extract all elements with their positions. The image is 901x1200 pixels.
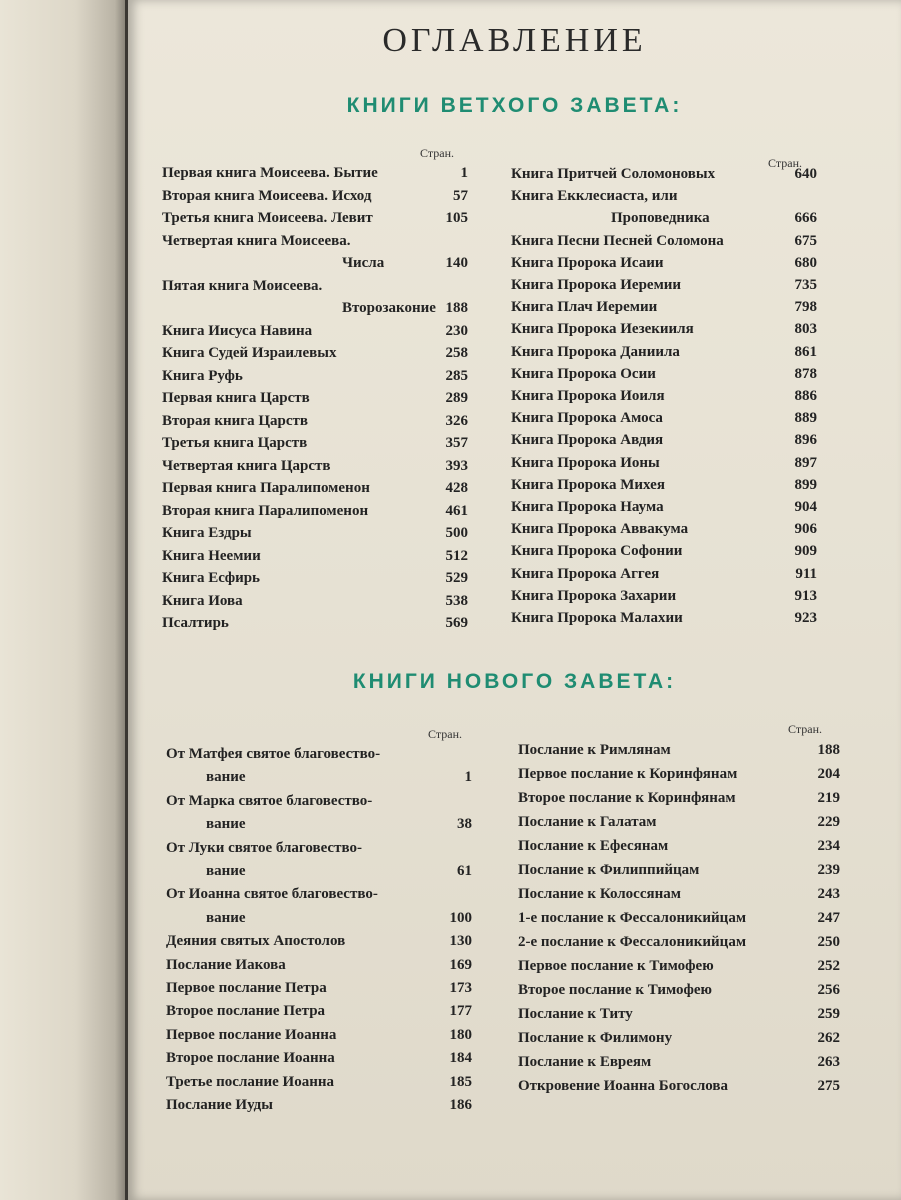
toc-entry-page: 909	[794, 543, 817, 560]
toc-entry	[162, 188, 468, 205]
toc-entry-page: 897	[794, 454, 817, 471]
toc-entry-title: От Марка святое благовество-	[166, 792, 373, 809]
ot-left-page-label: Стран.	[420, 146, 454, 160]
toc-entry-page: 326	[445, 412, 468, 429]
toc-entry	[518, 1078, 840, 1095]
toc-entry	[162, 390, 468, 407]
toc-entry	[518, 1054, 840, 1071]
toc-entry-title: Книга Руфь	[162, 367, 243, 384]
toc-entry-title: Книга Пророка Даниила	[511, 343, 680, 360]
toc-entry-page: 906	[794, 521, 817, 538]
toc-entry	[166, 980, 472, 997]
nt-left-page-label: Стран.	[428, 727, 462, 741]
toc-entry-title: Книга Пророка Авдия	[511, 432, 664, 449]
toc-entry	[511, 610, 817, 627]
toc-entry-page: 239	[817, 862, 840, 878]
toc-entry	[518, 934, 840, 951]
toc-entry-page: 61	[457, 863, 472, 879]
toc-entry-title: Деяния святых Апостолов	[166, 933, 346, 950]
toc-entry	[511, 233, 817, 250]
toc-entry	[511, 521, 817, 538]
toc-entry-title: Вторая книга Паралипоменон	[162, 502, 369, 519]
toc-entry-page: 185	[449, 1073, 472, 1090]
toc-entry-title: Книга Пророка Софонии	[511, 543, 683, 560]
toc-entry-page: 130	[449, 933, 472, 950]
toc-entry-title: Пятая книга Моисеева.	[162, 277, 323, 294]
toc-entry-title: Первое послание Иоанна	[166, 1026, 337, 1043]
toc-entry-page: 275	[817, 1078, 840, 1094]
toc-entry-page: 57	[453, 187, 468, 204]
toc-entry	[511, 588, 817, 605]
toc-entry-page: 169	[449, 956, 472, 973]
toc-entry-page: 500	[445, 525, 468, 541]
toc-entry-title: Книга Есфирь	[162, 570, 260, 586]
toc-entry	[518, 814, 840, 831]
toc-entry	[162, 345, 468, 362]
toc-entry	[166, 933, 472, 950]
toc-entry	[162, 503, 468, 520]
toc-entry-title: Вторая книга Моисеева. Исход	[162, 187, 372, 204]
toc-entry-page: 186	[449, 1097, 472, 1113]
toc-entry-title: Книга Пророка Аввакума	[511, 521, 689, 538]
toc-entry-title: 2-е послание к Фессалоникийцам	[518, 934, 747, 950]
toc-entry-title: Книга Плач Иеремии	[511, 299, 658, 316]
toc-entry-title: Послание Иакова	[166, 956, 286, 973]
toc-entry-title: Книга Пророка Иезекииля	[511, 321, 694, 338]
toc-entry-page: 1	[464, 769, 472, 786]
toc-entry-page: 899	[794, 476, 817, 493]
toc-entry-title: Второе послание Иоанна	[166, 1050, 335, 1067]
toc-entry-title: Послание к Галатам	[518, 814, 657, 830]
toc-entry	[511, 499, 817, 516]
toc-entry	[162, 480, 468, 497]
toc-entry-page: 38	[457, 816, 472, 833]
toc-entry-title: Книга Судей Израилевых	[162, 345, 337, 361]
toc-entry-page: 285	[445, 367, 468, 384]
toc-entry-title: Второе послание к Коринфянам	[518, 790, 736, 806]
toc-entry-page: 184	[449, 1050, 472, 1067]
toc-entry-title: Послание к Ефесянам	[518, 838, 669, 854]
toc-entry-title: Книга Пророка Захарии	[511, 587, 677, 604]
toc-entry-title: От Иоанна святое благовество-	[166, 886, 378, 903]
toc-entry-page: 100	[449, 909, 472, 926]
toc-entry	[166, 816, 472, 833]
toc-entry-page: 1	[460, 165, 468, 181]
toc-entry-title: От Луки святое благовество-	[166, 839, 362, 856]
toc-entry-page: 861	[794, 343, 817, 360]
toc-entry	[518, 910, 840, 927]
toc-entry-page: 569	[445, 615, 468, 631]
toc-entry	[166, 957, 472, 974]
toc-entry-title: Вторая книга Царств	[162, 412, 309, 429]
toc-entry-page: 247	[817, 910, 840, 926]
toc-entry-page: 896	[794, 432, 817, 449]
toc-entry	[162, 210, 468, 227]
book-page	[128, 0, 901, 1200]
toc-entry-page: 911	[795, 565, 817, 582]
toc-entry-title: Третья книга Царств	[162, 435, 308, 451]
toc-entry	[518, 766, 840, 783]
toc-entry-page: 140	[445, 255, 468, 271]
toc-entry-title: Книга Пророка Ионы	[511, 454, 660, 471]
toc-entry-title: Послание к Титу	[518, 1006, 633, 1022]
toc-entry-continuation: вание	[206, 909, 246, 926]
toc-entry	[518, 1006, 840, 1023]
toc-entry	[511, 455, 817, 472]
toc-entry	[511, 277, 817, 294]
toc-entry-title: Книга Неемии	[162, 547, 261, 564]
toc-entry-title: Четвертая книга Царств	[162, 457, 331, 474]
toc-entry-page: 177	[449, 1003, 472, 1020]
toc-entry-continuation: Проповедника	[611, 210, 710, 227]
toc-entry-page: 252	[817, 958, 840, 974]
toc-entry-title: Третья книга Моисеева. Левит	[162, 210, 373, 226]
toc-entry	[511, 543, 817, 560]
toc-entry	[162, 413, 468, 430]
toc-entry	[162, 165, 468, 182]
toc-entry-page: 461	[445, 502, 468, 519]
toc-entry-title: Второе послание к Тимофею	[518, 982, 713, 998]
toc-entry-title: Книга Пророка Исаии	[511, 254, 664, 271]
toc-entry	[511, 410, 817, 427]
toc-entry	[162, 593, 468, 610]
toc-entry	[162, 548, 468, 565]
toc-entry-title: Книга Пророка Аггея	[511, 565, 660, 582]
toc-entry-page: 204	[817, 766, 840, 782]
toc-entry-title: Послание Иуды	[166, 1097, 273, 1113]
toc-entry-title: 1-е послание к Фессалоникийцам	[518, 910, 747, 926]
ot-heading: КНИГИ ВЕТХОГО ЗАВЕТА:	[346, 94, 683, 117]
toc-entry	[166, 910, 472, 927]
toc-entry-page: 886	[794, 388, 817, 404]
toc-entry-continuation: Второзаконие	[342, 300, 436, 316]
toc-entry-page: 640	[794, 166, 817, 182]
toc-entry-page: 258	[445, 345, 468, 361]
nt-right-page-label: Стран.	[788, 722, 822, 736]
book-binding-edge	[0, 0, 125, 1200]
toc-entry-title: Четвертая книга Моисеева.	[162, 232, 351, 249]
toc-entry-page: 904	[794, 499, 817, 515]
toc-entry-page: 428	[445, 480, 468, 496]
toc-entry	[511, 366, 817, 383]
toc-entry	[511, 566, 817, 583]
toc-entry	[162, 615, 468, 632]
toc-entry-title: Книга Пророка Малахии	[511, 610, 683, 626]
toc-entry	[518, 790, 840, 807]
toc-entry-page: 735	[794, 277, 817, 293]
toc-entry-title: Послание к Евреям	[518, 1054, 652, 1070]
page-title: ОГЛАВЛЕНИЕ	[382, 22, 647, 59]
toc-entry-page: 263	[817, 1054, 840, 1070]
toc-entry	[511, 321, 817, 338]
toc-entry-title: Третье послание Иоанна	[166, 1073, 335, 1090]
toc-entry-page: 923	[794, 610, 817, 626]
toc-entry-page: 262	[817, 1030, 840, 1046]
toc-entry-page: 105	[445, 210, 468, 226]
toc-entry	[166, 1027, 472, 1044]
toc-entry-title: Первое послание к Коринфянам	[518, 766, 738, 782]
toc-entry-title: Первая книга Моисеева. Бытие	[162, 165, 378, 181]
toc-entry-page: 243	[817, 886, 840, 902]
toc-entry-title: Книга Иисуса Навина	[162, 322, 313, 339]
toc-entry	[162, 368, 468, 385]
toc-entry	[518, 958, 840, 975]
toc-entry	[511, 210, 817, 227]
toc-entry	[518, 982, 840, 999]
toc-entry	[518, 862, 840, 879]
toc-entry	[162, 300, 468, 317]
toc-entry-title: Книга Пророка Амоса	[511, 410, 663, 427]
toc-entry-page: 188	[445, 300, 468, 316]
toc-entry-title: Книга Песни Песней Соломона	[511, 232, 724, 249]
toc-entry-page: 289	[445, 390, 468, 406]
toc-entry-page: 798	[794, 299, 817, 316]
toc-entry-title: Книга Иова	[162, 592, 243, 609]
toc-entry-page: 878	[794, 365, 817, 382]
toc-entry	[166, 1097, 472, 1114]
toc-entry-page: 234	[817, 838, 840, 854]
toc-entry	[511, 477, 817, 494]
toc-entry-page: 188	[817, 742, 840, 758]
toc-entry-page: 803	[794, 321, 817, 338]
toc-entry-page: 173	[449, 980, 472, 996]
toc-entry-page: 219	[817, 790, 840, 806]
toc-entry-page: 259	[817, 1006, 840, 1022]
ot-right-page-label: Стран.	[768, 156, 802, 170]
toc-entry-page: 889	[794, 410, 817, 427]
toc-entry-title: Псалтирь	[162, 615, 229, 631]
toc-entry-title: Послание к Филимону	[518, 1030, 673, 1046]
toc-entry	[518, 886, 840, 903]
toc-entry-page: 230	[445, 322, 468, 339]
toc-entry	[518, 742, 840, 759]
toc-entry-title: Книга Притчей Соломоновых	[511, 166, 716, 182]
toc-entry-title: Первая книга Паралипоменон	[162, 480, 370, 496]
toc-entry	[162, 435, 468, 452]
toc-entry	[166, 863, 472, 880]
toc-entry	[511, 388, 817, 405]
toc-entry-title: Книга Екклесиаста, или	[511, 188, 678, 205]
toc-entry-page: 512	[445, 547, 468, 564]
toc-entry	[162, 525, 468, 542]
toc-entry-continuation: вание	[206, 769, 246, 786]
toc-entry-title: Книга Пророка Наума	[511, 499, 664, 515]
toc-entry	[518, 1030, 840, 1047]
toc-entry	[511, 344, 817, 361]
toc-entry-page: 675	[794, 232, 817, 249]
toc-entry-page: 393	[445, 457, 468, 474]
toc-entry-title: Первое послание Петра	[166, 980, 327, 996]
toc-entry-page: 229	[817, 814, 840, 830]
toc-entry-page: 180	[449, 1026, 472, 1043]
toc-entry	[166, 769, 472, 786]
toc-entry	[162, 323, 468, 340]
toc-entry	[511, 166, 817, 183]
toc-entry	[511, 255, 817, 272]
toc-entry-title: Книга Пророка Иоиля	[511, 388, 665, 404]
toc-entry-continuation: вание	[206, 863, 246, 879]
toc-entry-title: Послание к Римлянам	[518, 742, 671, 758]
toc-entry-page: 666	[794, 210, 817, 227]
toc-entry-page: 680	[794, 254, 817, 271]
toc-entry-page: 529	[445, 570, 468, 586]
toc-entry	[518, 838, 840, 855]
toc-entry-title: Книга Пророка Иеремии	[511, 277, 682, 293]
toc-entry-title: От Матфея святое благовество-	[166, 746, 381, 762]
toc-entry-page: 357	[445, 435, 468, 451]
toc-entry-title: Первая книга Царств	[162, 390, 310, 406]
nt-heading: КНИГИ НОВОГО ЗАВЕТА:	[352, 670, 677, 693]
toc-entry-title: Книга Пророка Михея	[511, 476, 665, 493]
toc-entry	[166, 1050, 472, 1067]
toc-entry-title: Второе послание Петра	[166, 1003, 326, 1020]
toc-entry-title: Книга Ездры	[162, 525, 252, 541]
toc-entry	[166, 1074, 472, 1091]
toc-entry	[162, 570, 468, 587]
toc-entry	[511, 432, 817, 449]
toc-entry-title: Книга Пророка Осии	[511, 365, 656, 382]
toc-entry-page: 538	[445, 592, 468, 609]
toc-entry-page: 913	[794, 587, 817, 604]
toc-entry-title: Первое послание к Тимофею	[518, 958, 714, 974]
toc-entry-title: Послание к Колоссянам	[518, 886, 681, 902]
toc-entry-continuation: Числа	[342, 255, 385, 271]
toc-entry	[511, 299, 817, 316]
toc-entry-page: 250	[817, 934, 840, 950]
toc-entry-continuation: вание	[206, 816, 246, 833]
toc-entry	[162, 255, 468, 272]
toc-entry-page: 256	[817, 982, 840, 998]
toc-entry-title: Откровение Иоанна Богослова	[518, 1078, 728, 1094]
toc-entry	[166, 1003, 472, 1020]
toc-entry-title: Послание к Филиппийцам	[518, 862, 700, 878]
toc-entry	[162, 458, 468, 475]
